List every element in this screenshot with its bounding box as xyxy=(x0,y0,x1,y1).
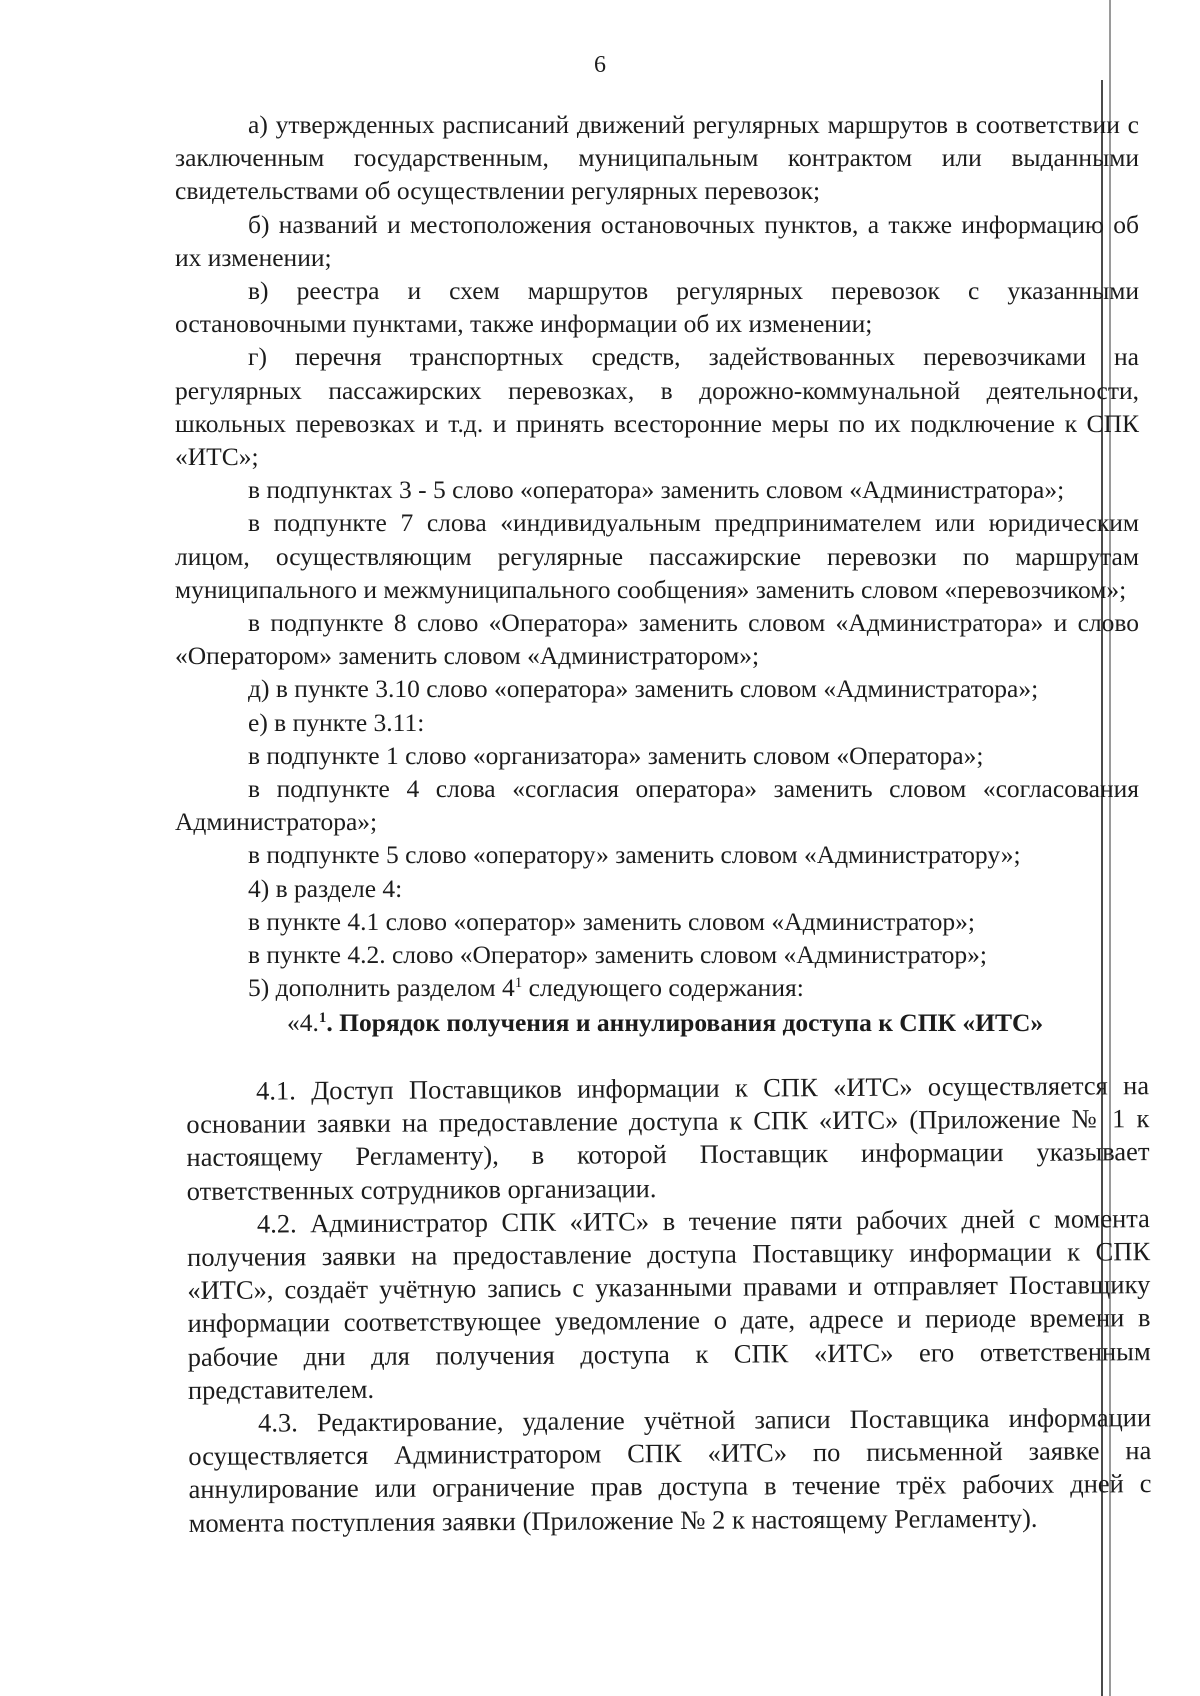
paragraph: в подпункте 8 слово «Оператора» заменить словом «Администратора» и слово «Оператором» заменить словом «Администратором»; xyxy=(175,608,1139,671)
paragraph: 4.3. Редактирование, удаление учётной записи Поставщика информации осуществляется Администратором СПК «ИТС» по письменной заявке на аннулирование или ограничение прав доступа в течение трёх рабочих дней с момента поступления заявки (Приложение № 2 к настоящему Регламенту). xyxy=(188,1402,1152,1538)
paragraph: в) реестра и схем маршрутов регулярных перевозок с указанными остановочными пунктами, также информации об их изменении; xyxy=(175,276,1139,339)
section-add-paragraph xyxy=(175,971,1139,1004)
paragraph: в пункте 4.2. слово «Оператор» заменить словом «Администратор»; xyxy=(248,940,987,970)
amendments-list xyxy=(175,108,1139,1004)
heading-title: . Порядок получения и аннулирования доступа к СПК «ИТС» xyxy=(326,1008,1044,1037)
superscript: 1 xyxy=(514,975,523,992)
paragraph: в подпункте 7 слова «индивидуальным предпринимателем или юридическим лицом, осуществляющим регулярные пассажирские перевозки по маршрутам муниципального и межмуниципального сообщения» заменить словом «перевозчиком»; xyxy=(175,508,1139,604)
page-number: 6 xyxy=(594,52,606,78)
paragraph: е) в пункте 3.11: xyxy=(248,707,425,737)
section-add-text: 5) дополнить разделом 4 xyxy=(248,973,515,1003)
paragraph: 4.1. Доступ Поставщиков информации к СПК «ИТС» осуществляется на основании заявки на предоставление доступа к СПК «ИТС» (Приложение № 1 к настоящему Регламенту), в которой Поставщик информации указывает ответственных сотрудников организации. xyxy=(186,1070,1150,1206)
section-body xyxy=(186,1069,1152,1540)
paragraph: 4.2. Администратор СПК «ИТС» в течение пяти рабочих дней с момента получения заявки на предоставление доступа Поставщику информации к СПК «ИТС», создаёт учётную запись с указанными правами и отправляет Поставщику информации соответствующее уведомление о дате, адресе и периоде времени в рабочие дни для получения доступа к СПК «ИТС» его ответственным представителем. xyxy=(187,1202,1151,1405)
paragraph: г) перечня транспортных средств, задействованных перевозчиками на регулярных пассажирских перевозках, в дорожно-коммунальной деятельности, школьных перевозках и т.д. и принять всесторонние меры по их подключение к СПК «ИТС»; xyxy=(175,342,1139,472)
section-add-text-end: следующего содержания: xyxy=(522,973,804,1003)
paragraph: в подпункте 1 слово «организатора» заменить словом «Оператора»; xyxy=(248,740,984,770)
paragraph: а) утвержденных расписаний движений регулярных маршрутов в соответствии с заключенным государственным, муниципальным контрактом или выданными свидетельствами об осуществлении регулярных перевозок; xyxy=(175,110,1139,206)
section-heading xyxy=(287,1006,1167,1039)
paragraph: в подпункте 4 слова «согласия оператора» заменить словом «согласования Администратора»; xyxy=(175,774,1139,837)
paragraph: в подпункте 5 слово «оператору» заменить словом «Администратору»; xyxy=(248,840,1021,870)
heading-number: «4. xyxy=(287,1008,319,1037)
paragraph: д) в пункте 3.10 слово «оператора» заменить словом «Администратора»; xyxy=(248,674,1039,704)
paragraph: в пункте 4.1 слово «оператор» заменить словом «Администратор»; xyxy=(248,906,975,936)
paragraph: в подпунктах 3 - 5 слово «оператора» заменить словом «Администратора»; xyxy=(248,475,1065,505)
superscript: 1 xyxy=(318,1010,327,1026)
paragraph: б) названий и местоположения остановочных пунктов, а также информацию об их изменении; xyxy=(175,209,1139,272)
paragraph: 4) в разделе 4: xyxy=(248,873,403,903)
